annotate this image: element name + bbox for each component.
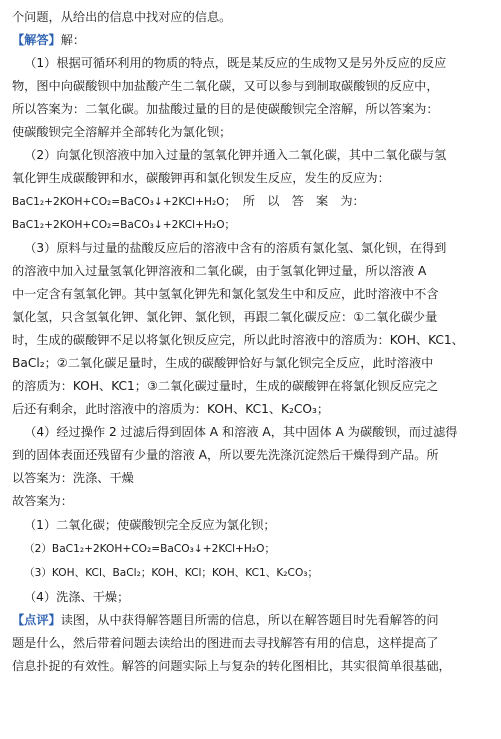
answer-heading	[12, 29, 493, 52]
comment-text: 读图，从中获得解答题目所需的信息，所以在解答题目时先看解答的问	[60, 613, 439, 627]
part-3-line: （3）原料与过量的盐酸反应后的溶液中含有的溶质有氯化氢、氯化钡，在得到	[24, 241, 447, 255]
equation-tail: ； 所 以 答 案 为：	[224, 194, 365, 208]
part-2-line: 氧化钾生成碳酸钾和水，碳酸钾再和氯化钡发生反应，发生的反应为：	[12, 171, 390, 185]
answer-item: （2）BaC1₂+2KOH+CO₂=BaCO₃↓+2KCl+H₂O；	[24, 543, 276, 555]
comment-section	[12, 609, 493, 678]
part-1-line: 所以答案为：二氧化碳。加盐酸过量的目的是使碳酸钡完全溶解，所以答案为：	[12, 102, 439, 116]
answer-tag: 【解答】	[12, 33, 61, 47]
comment-line: 题是什么，然后带着问题去读给出的图进而去寻找解答有用的信息，这样提高了	[12, 636, 439, 650]
part-4-line: 以答案为：洗涤、干燥	[12, 471, 134, 485]
part-1-line: （1）根据可循环利用的物质的特点，既是某反应的生成物又是另外反应的反应	[24, 56, 447, 70]
equation-answer: BaC1₂+2KOH+CO₂=BaCO₃↓+2KCl+H₂O；	[12, 219, 236, 231]
part-3-line: 氯化氢，只含氢氧化钾、氯化钾、氯化钡，再跟二氧化碳反应：①二氧化碳少量	[12, 310, 438, 324]
equation: BaC1₂+2KOH+CO₂=BaCO₃↓+2KCl+H₂O	[12, 196, 225, 208]
part-4	[12, 421, 493, 490]
answers-list	[12, 513, 493, 609]
part-3-line: 的溶液中加入过量氢氧化钾溶液和二氧化碳，由于氢氧化钾过量，所以溶液 A	[12, 264, 427, 278]
part-1	[12, 52, 493, 144]
part-3	[12, 237, 493, 421]
part-4-line: （4）经过操作 2 过滤后得到固体 A 和溶液 A，其中固体 A 为碳酸钡，而过滤得	[24, 425, 458, 439]
part-3-line: 时，生成的碳酸钾不足以将氯化钡反应完，所以此时溶液中的溶质为：KOH、KC1、	[12, 333, 464, 347]
summary-title: 故答案为：	[12, 494, 73, 508]
part-4-line: 到的固体表面还残留有少量的溶液 A，所以要先洗涤沉淀然后干燥得到产品。所	[12, 448, 439, 462]
part-2-equation-line	[12, 190, 493, 214]
answer-item: （1）二氧化碳；使碳酸钡完全反应为氯化钡；	[24, 518, 276, 532]
part-2	[12, 144, 493, 237]
answer-item: （4）洗涤、干燥；	[24, 590, 130, 604]
part-3-line: 后还有剩余，此时溶液中的溶质为：KOH、KC1、K₂CO₃；	[12, 402, 330, 416]
comment-line	[12, 609, 493, 632]
comment-tag: 【点评】	[12, 613, 61, 627]
comment-line: 信息扑捉的有效性。解答的问题实际上与复杂的转化图相比，其实很简单很基础，	[12, 659, 451, 673]
part-3-line: 中一定含有氢氧化钾。其中氢氧化钾先和氯化氢发生中和反应，此时溶液中不含	[12, 287, 439, 301]
line-top: 个问题，从给出的信息中找对应的信息。	[12, 10, 232, 24]
part-2-line: （2）向氯化钡溶液中加入过量的氢氧化钾并通入二氧化碳，其中二氧化碳与氢	[24, 148, 447, 162]
part-3-line: BaCl₂；②二氧化碳足量时，生成的碳酸钾恰好与氯化钡完全反应，此时溶液中	[12, 356, 434, 370]
part-1-line: 物，图中向碳酸钡中加盐酸产生二氧化碳，又可以参与到制取碳酸钡的反应中，	[12, 79, 439, 93]
part-3-line: 的溶质为：KOH、KC1；③二氧化碳过量时，生成的碳酸钾在将氯化钡反应完之	[12, 379, 439, 393]
answer-lead: 解：	[60, 33, 86, 47]
part-1-line: 使碳酸钡完全溶解并全部转化为氯化钡；	[12, 125, 232, 139]
answer-item: （3）KOH、KCl、BaCl₂；KOH、KCl；KOH、KC1、K₂CO₃；	[24, 567, 319, 579]
